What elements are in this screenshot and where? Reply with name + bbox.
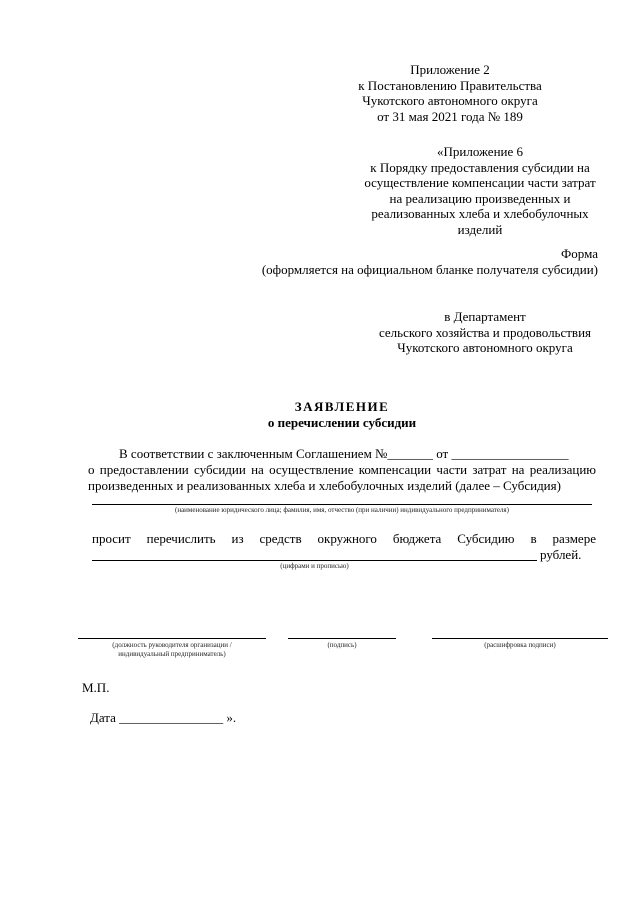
request-word-5: окружного: [317, 531, 377, 546]
addressee-line-1: в Департамент: [444, 309, 526, 324]
appendix-6-header: [355, 144, 605, 237]
appendix-6-line-2: к Порядку предоставления субсидии на: [370, 159, 590, 175]
appendix-2-line-2: к Постановлению Правительства: [358, 77, 542, 93]
form-label: Форма: [561, 246, 598, 261]
paragraph-line-3: произведенных и реализованных хлеба и хлебобулочных изделий (далее – Субсидия): [88, 478, 561, 493]
request-word-3: из: [231, 531, 244, 546]
position-caption-line-2: индивидуальный предприниматель): [118, 650, 226, 658]
date-label: Дата: [90, 710, 116, 725]
addressee-line-3: Чукотского автономного округа: [397, 340, 573, 355]
date-blank[interactable]: ________________: [119, 710, 224, 725]
position-caption: [78, 641, 266, 659]
request-word-6: бюджета: [392, 531, 442, 546]
currency-label: рублей.: [540, 547, 582, 562]
appendix-6-line-3: осуществление компенсации части затрат: [364, 175, 596, 190]
addressee-line-2: сельского хозяйства и продовольствия: [378, 324, 592, 340]
appendix-2-line-3: Чукотского автономного округа: [362, 93, 538, 108]
appendix-2-line-4: от 31 мая 2021 года № 189: [377, 108, 523, 124]
appendix-2-line-1: Приложение 2: [410, 62, 490, 77]
decoding-line[interactable]: [432, 638, 608, 639]
signature-caption: (подпись): [327, 641, 357, 649]
request-line: [92, 531, 596, 547]
amount-caption: (цифрами и прописью): [280, 562, 349, 570]
applicant-name-line[interactable]: [92, 504, 592, 505]
request-word-2: перечислить: [146, 531, 216, 546]
paragraph-line-1: В соответствии с заключенным Соглашением №_______ от __________________: [119, 446, 569, 461]
request-word-9: размере: [552, 531, 596, 546]
request-word-7: Субсидию: [457, 531, 515, 546]
form-note: (оформляется на официальном бланке получателя субсидии): [261, 262, 598, 277]
appendix-2-header: [350, 62, 550, 124]
signature-line[interactable]: [288, 638, 396, 639]
date-closing: ».: [226, 710, 237, 725]
request-word-8: в: [530, 531, 537, 546]
request-word-4: средств: [259, 531, 302, 546]
document-title: ЗАЯВЛЕНИЕ: [294, 399, 390, 414]
appendix-6-line-1: «Приложение 6: [436, 144, 524, 159]
date-row: [90, 710, 236, 726]
appendix-6-line-4: на реализацию произведенных и: [389, 190, 571, 206]
request-word-1: просит: [92, 531, 131, 546]
addressee-block: [345, 309, 625, 356]
document-subtitle: о перечислении субсидии: [267, 415, 417, 430]
stamp-label: М.П.: [82, 680, 110, 695]
position-caption-line-1: (должность руководителя организации /: [112, 641, 232, 649]
decoding-caption: (расшифровка подписи): [484, 641, 556, 649]
applicant-name-caption: (наименование юридического лица; фамилия, имя, отчество (при наличии) индивидуального предпринимателя): [175, 506, 509, 514]
appendix-6-line-5: реализованных хлеба и хлебобулочных: [371, 206, 589, 221]
paragraph-line-2: о предоставлении субсидии на осуществление компенсации части затрат на реализацию: [88, 462, 596, 477]
appendix-6-line-6: изделий: [457, 221, 503, 237]
amount-line[interactable]: [92, 560, 537, 561]
position-line[interactable]: [78, 638, 266, 639]
